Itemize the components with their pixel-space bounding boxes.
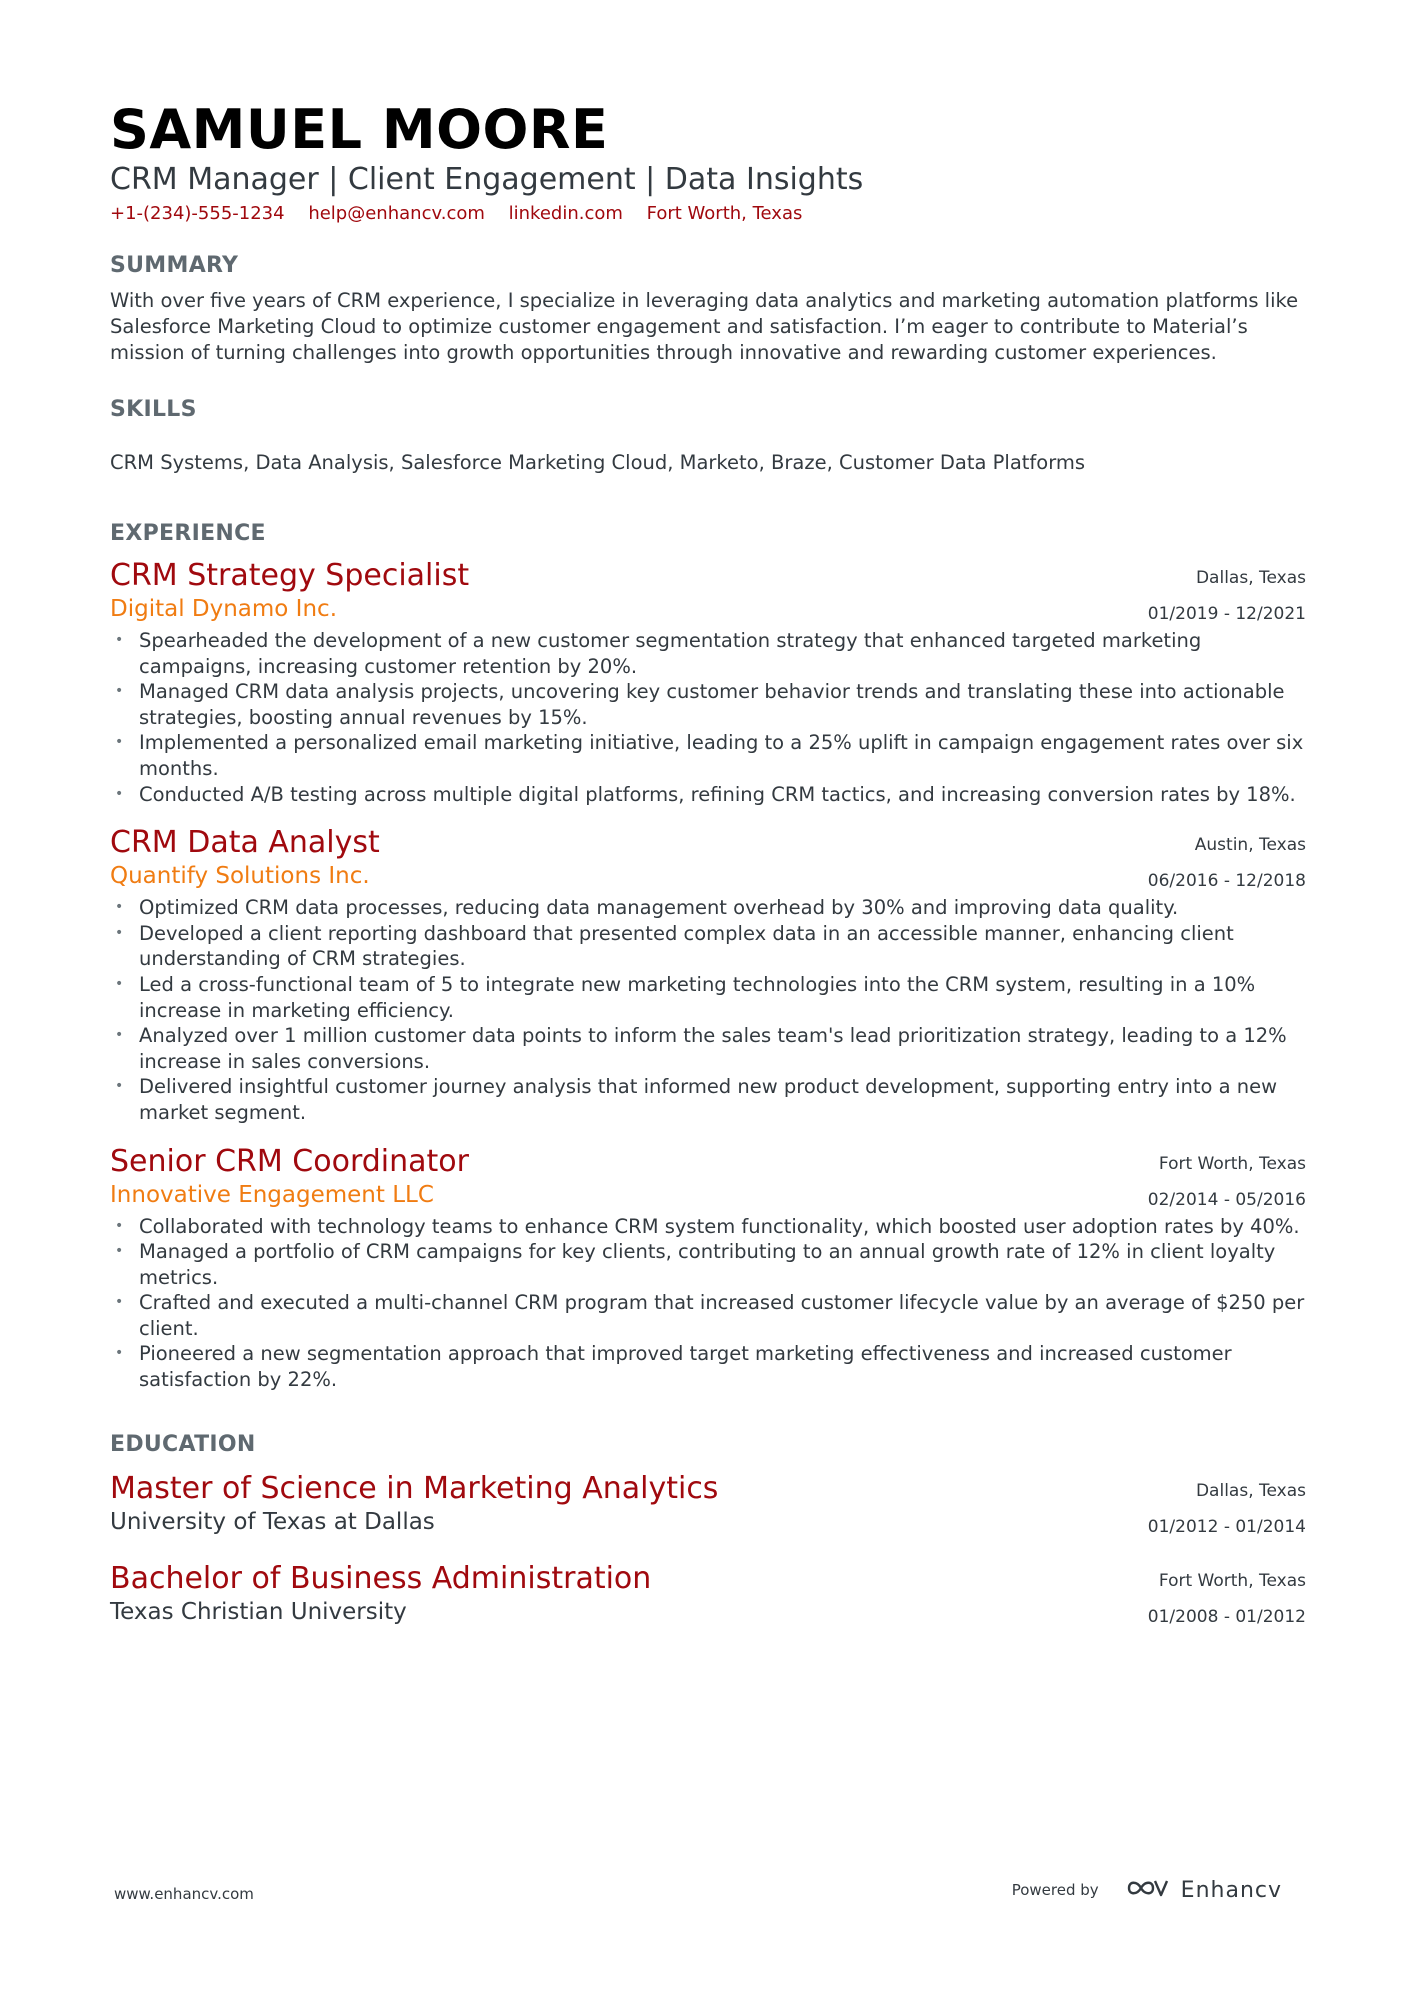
job-meta	[1148, 827, 1306, 899]
bullet-text: Spearheaded the development of a new customer segmentation strategy that enhanced targeted marketing campaigns, increasing customer retention by 20%.	[139, 629, 1202, 678]
education-entry	[110, 1471, 1306, 1537]
bullet-text: Crafted and executed a multi-channel CRM program that increased customer lifecycle value by an average of $250 per client.	[139, 1291, 1305, 1340]
job-role: CRM Strategy Specialist	[110, 558, 470, 593]
powered-by-text: Powered by	[1011, 1881, 1099, 1899]
bullet-icon: •	[115, 734, 124, 751]
experience-entry	[110, 558, 1306, 807]
bullet-text: Developed a client reporting dashboard that presented complex data in an accessible manner, enhancing client understanding of CRM strategies.	[139, 921, 1234, 971]
job-dates: 06/2016 - 12/2018	[1147, 871, 1306, 892]
bullet-text: Managed a portfolio of CRM campaigns for key clients, contributing to an annual growth rate of 12% in client loyalty metrics.	[139, 1240, 1276, 1289]
bullet-item	[110, 628, 1306, 679]
bullet-icon: •	[115, 1078, 124, 1095]
job-meta	[1148, 560, 1306, 632]
bullet-item	[110, 1239, 1306, 1290]
email-link[interactable]: help@enhancv.com	[308, 203, 485, 224]
bullet-icon: •	[115, 1027, 124, 1044]
location-text: Fort Worth, Texas	[646, 203, 803, 224]
summary-section	[110, 252, 1306, 366]
bullet-icon: •	[115, 1345, 124, 1362]
job-role: CRM Data Analyst	[110, 825, 380, 861]
experience-entry	[110, 825, 1306, 1125]
degree-title: Bachelor of Business Administration	[110, 1560, 652, 1596]
bullet-text: Conducted A/B testing across multiple digital platforms, refining CRM tactics, and increasing conversion rates by 18%.	[139, 782, 1296, 806]
bullet-item	[110, 1290, 1306, 1341]
summary-text: With over five years of CRM experience, I specialize in leveraging data analytics and marketing automation platforms like Salesforce Marketing Cloud to optimize customer engagement and satisfaction. I’m eager to contribute to Material’s mission of turning challenges into growth opportunities through innovative and rewarding customer experiences.	[110, 289, 1299, 364]
contact-line	[110, 202, 1306, 226]
footer-website-link[interactable]: www.enhancv.com	[114, 1885, 254, 1903]
bullet-text: Managed CRM data analysis projects, uncovering key customer behavior trends and translating these into actionable strategies, boosting annual revenues by 15%.	[139, 680, 1285, 729]
bullet-item	[110, 1023, 1306, 1074]
bullet-text: Delivered insightful customer journey analysis that informed new product development, supporting entry into a new market segment.	[139, 1075, 1278, 1124]
school-name: University of Texas at Dallas	[110, 1508, 435, 1535]
bullet-icon: •	[115, 683, 124, 700]
bullet-item	[110, 1074, 1306, 1125]
bullet-item	[110, 1214, 1306, 1240]
bullet-text: Led a cross-functional team of 5 to integrate new marketing technologies into the CRM system, resulting in a 10% increase in marketing efficiency.	[139, 972, 1256, 1022]
bullet-item	[110, 972, 1306, 1023]
bullet-icon: •	[115, 924, 124, 941]
job-location: Austin, Texas	[1194, 835, 1306, 856]
education-meta	[1148, 1563, 1306, 1635]
bullet-text: Analyzed over 1 million customer data points to inform the sales team's lead prioritization strategy, leading to a 12% increase in sales conversions.	[139, 1024, 1287, 1073]
education-dates: 01/2008 - 01/2012	[1147, 1606, 1306, 1627]
candidate-name: SAMUEL MOORE	[110, 98, 609, 161]
job-bullets	[110, 895, 1306, 1125]
education-heading: EDUCATION	[110, 1431, 256, 1457]
linkedin-link[interactable]: linkedin.com	[508, 203, 623, 224]
job-company: Quantify Solutions Inc.	[110, 863, 370, 890]
bullet-item	[110, 921, 1306, 972]
education-dates: 01/2012 - 01/2014	[1147, 1516, 1306, 1537]
education-location: Fort Worth, Texas	[1158, 1570, 1306, 1591]
bullet-text: Optimized CRM data processes, reducing data management overhead by 30% and improving data quality.	[139, 896, 1179, 920]
enhancv-brand[interactable]: Enhancv	[1180, 1877, 1282, 1903]
bullet-item	[110, 895, 1306, 921]
job-company: Innovative Engagement LLC	[110, 1181, 434, 1208]
bullet-icon: •	[115, 975, 124, 992]
bullet-item	[110, 679, 1306, 730]
enhancv-logo-icon	[1125, 1876, 1171, 1904]
skills-text: CRM Systems, Data Analysis, Salesforce Marketing Cloud, Marketo, Braze, Customer Data Platforms	[110, 451, 1086, 474]
bullet-item	[110, 782, 1306, 808]
job-meta	[1148, 1146, 1306, 1218]
education-meta	[1148, 1473, 1306, 1545]
bullet-text: Implemented a personalized email marketing initiative, leading to a 25% uplift in campaign engagement rates over six months.	[139, 731, 1304, 780]
resume-page	[110, 100, 1306, 1627]
education-section	[110, 1431, 1306, 1627]
bullet-icon: •	[115, 785, 124, 802]
job-bullets	[110, 1214, 1306, 1393]
school-name: Texas Christian University	[110, 1598, 407, 1625]
bullet-icon: •	[115, 1243, 124, 1260]
candidate-title: CRM Manager | Client Engagement | Data Insights	[110, 162, 864, 197]
bullet-item	[110, 730, 1306, 781]
job-location: Dallas, Texas	[1195, 568, 1306, 588]
experience-entry	[110, 1144, 1306, 1393]
skills-section	[110, 396, 1306, 476]
skills-heading: SKILLS	[110, 397, 197, 422]
summary-heading: SUMMARY	[110, 253, 239, 278]
job-bullets	[110, 628, 1306, 807]
job-location: Fort Worth, Texas	[1158, 1153, 1306, 1174]
experience-section	[110, 520, 1306, 1393]
education-entry	[110, 1561, 1306, 1627]
job-dates: 02/2014 - 05/2016	[1147, 1189, 1306, 1210]
job-dates: 01/2019 - 12/2021	[1147, 604, 1306, 624]
bullet-icon: •	[115, 1217, 124, 1234]
footer-branding	[1012, 1876, 1282, 1904]
bullet-icon: •	[115, 632, 124, 648]
phone-link[interactable]: +1-(234)-555-1234	[110, 203, 285, 224]
bullet-text: Pioneered a new segmentation approach that improved target marketing effectiveness and increased customer satisfaction by 22%.	[139, 1342, 1232, 1392]
bullet-item	[110, 1341, 1306, 1392]
bullet-icon: •	[115, 1294, 124, 1311]
job-role: Senior CRM Coordinator	[110, 1143, 469, 1179]
experience-heading: EXPERIENCE	[110, 521, 266, 546]
bullet-icon: •	[115, 899, 124, 916]
job-company: Digital Dynamo Inc.	[110, 596, 338, 622]
degree-title: Master of Science in Marketing Analytics	[110, 1470, 719, 1506]
bullet-text: Collaborated with technology teams to enhance CRM system functionality, which boosted user adoption rates by 40%.	[139, 1214, 1300, 1238]
education-location: Dallas, Texas	[1195, 1480, 1306, 1501]
